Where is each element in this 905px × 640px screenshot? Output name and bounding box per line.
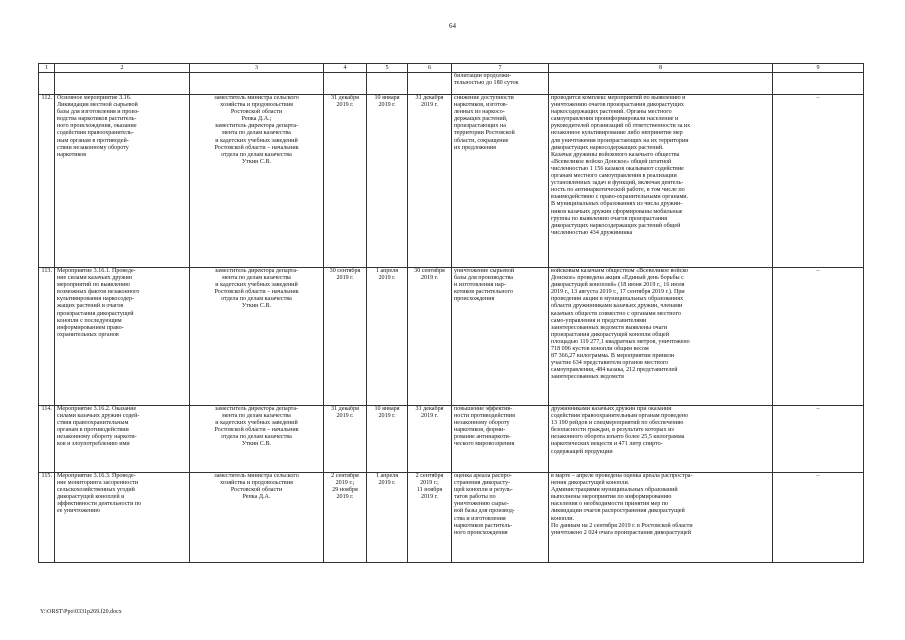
text-line: 2019 г.	[378, 275, 396, 282]
column-number-row	[39, 64, 864, 73]
text-line: выполнены мероприятия по информированию	[551, 494, 672, 501]
text-line: Ростовской области – начальник	[214, 289, 299, 296]
planned-end-date-cell	[324, 95, 367, 268]
text-line: Ростовской области	[230, 487, 283, 494]
text-line: мента по делам казачества	[222, 275, 291, 282]
text-line: дикорастущей коноплей» (18 июня 2019 г., 16 июля	[551, 282, 685, 289]
text-line: безопасности граждан, в результате которых из	[551, 427, 674, 434]
text-line: уничтожено 2 024 очага произрастания дикорастущей	[551, 529, 691, 536]
text-line: 1 апреля	[375, 268, 399, 274]
text-line: Мероприятие 3.16.2. Оказание	[57, 406, 137, 412]
text-line: Ростовской области – начальник	[214, 144, 299, 151]
report-table-body	[39, 64, 864, 563]
text-line: Администрациями муниципальных образований	[551, 487, 678, 494]
cell	[55, 73, 190, 95]
table-row	[39, 268, 864, 406]
actual-end-date-cell	[408, 268, 452, 406]
report-table	[38, 63, 864, 563]
text-line: ного происхождения	[454, 529, 508, 536]
text-line: заместитель министра сельского	[214, 473, 299, 479]
file-path-footer: Y:\ORST\Ppo\0331p269.f20.docx	[40, 609, 122, 615]
text-line: конопли.	[551, 515, 575, 522]
text-line: области, сокращение	[454, 137, 509, 144]
text-line: численностью 1 156 казаков оказывают содействие	[551, 165, 684, 172]
text-line: 2 сентября	[331, 473, 359, 479]
text-line: 10 января	[374, 406, 400, 412]
text-line: 718 096 кустов конопли общим весом	[551, 346, 649, 353]
row-number-cell: 114.	[39, 406, 55, 473]
text-line: 11 ноября	[416, 487, 443, 494]
text-line: содержащей продукции	[551, 448, 613, 455]
text-line: ленных из наркосо-	[454, 109, 505, 116]
text-line: самоуправления, 484 казака, 212 представителей	[551, 367, 678, 374]
text-line: Ростовской области – начальник	[214, 427, 299, 434]
text-line: содействия правоохранитель-	[57, 130, 134, 137]
page-number: 64	[449, 22, 456, 30]
text-line: эффективности деятельности по	[57, 501, 142, 508]
actual-end-date-cell	[408, 95, 452, 268]
text-line: охранительных органов	[57, 331, 119, 338]
text-line: ее уничтожению	[57, 508, 100, 515]
text-line: отдела по делам казачества	[221, 434, 292, 441]
text-line: дикорастущих наркосодержащих растений общей	[551, 222, 681, 229]
text-line: культивирования наркосодер-	[57, 296, 135, 303]
text-line: в марте – апреле проведена оценка ареала распростра-	[551, 473, 693, 479]
notes-cell: –	[773, 473, 864, 563]
expected-result-cell	[452, 268, 549, 406]
notes-cell: –	[773, 406, 864, 473]
text-line: наркотиков, форми-	[454, 427, 506, 434]
notes-cell: –	[773, 268, 864, 406]
text-line: произрастания дикорастущей конопли общей	[551, 331, 669, 338]
row-number-cell: 113.	[39, 268, 55, 406]
text-line: наркотиков раститель-	[454, 522, 513, 529]
cell	[39, 73, 55, 95]
text-line: содействия правоохранительным органам проведено	[551, 413, 689, 420]
row-number-cell: 112.	[39, 95, 55, 268]
text-line: Репка Д.А.;	[241, 116, 272, 123]
column-number: 5	[367, 64, 408, 73]
text-line: 2019 г.	[378, 102, 396, 109]
text-line: заинтересованных ведомств выявлены очаги	[551, 324, 668, 331]
column-number: 8	[549, 64, 773, 73]
responsible-executor-cell	[190, 268, 324, 406]
text-line: 31 декабря	[415, 95, 444, 101]
text-line: руководителей организаций об ответственности за их	[551, 123, 691, 130]
text-line: Ликвидация местной сырьевой	[57, 102, 138, 109]
text-line: произрастания дикорастущей	[57, 310, 134, 317]
continuation-result-cell	[452, 73, 549, 95]
text-line: 2019 г.	[420, 413, 439, 420]
text-line: ным органам в противодей-	[57, 137, 129, 144]
text-line: 87 366,27 килограмма. В мероприятии приняли	[551, 353, 675, 360]
expected-result-cell	[452, 95, 549, 268]
text-line: установленных задач и функций, включая деятель-	[551, 180, 684, 187]
actual-start-date-cell	[367, 406, 408, 473]
text-line: и кадетских учебных заведений	[215, 282, 298, 289]
text-line: заинтересованных ведомств	[551, 374, 624, 381]
text-line: для уничтожения произрастающих на их территории	[551, 137, 689, 144]
achieved-result-cell	[549, 406, 773, 473]
table-row	[39, 406, 864, 473]
text-line: билитации продолжи-	[454, 73, 512, 79]
text-line: щей конопли и резуль-	[454, 487, 513, 494]
column-number: 7	[452, 64, 549, 73]
text-line: 2019 г.;	[420, 480, 439, 487]
text-line: уничтожению сырье-	[454, 501, 509, 508]
column-number: 3	[190, 64, 324, 73]
text-line: Ростовской области	[230, 109, 283, 116]
responsible-executor-cell	[190, 473, 324, 563]
text-line: ствии незаконному обороту	[57, 144, 129, 151]
text-line: области дружинниками казачьих дружин, членами	[551, 303, 683, 310]
text-line: Мероприятие 3.16.1. Проведе-	[57, 268, 136, 274]
text-line: 2019 г.	[336, 102, 354, 109]
column-number: 4	[324, 64, 367, 73]
text-line: наркотиков, изготов-	[454, 102, 508, 109]
text-line: странения дикорасту-	[454, 480, 511, 487]
responsible-executor-cell	[190, 406, 324, 473]
row-number-cell: 115.	[39, 473, 55, 563]
text-line: 2019 г., 13 августа 2019 г., 17 сентября 2019 г.). При	[551, 289, 685, 296]
text-line: Казачьи дружины войскового казачьего общества	[551, 151, 680, 158]
text-line: группы по выявлению очагов произрастания	[551, 215, 668, 222]
text-line: отдела по делам казачества	[221, 151, 292, 158]
text-line: ствия правоохранительным	[57, 420, 129, 427]
text-line: ние силами казачьих дружин	[57, 275, 132, 282]
cell	[190, 73, 324, 95]
notes-cell: –	[773, 95, 864, 268]
text-line: силами казачьих дружин содей-	[57, 413, 140, 420]
text-line: незаконному обороту	[454, 420, 510, 427]
text-line: 2019 г.;	[335, 480, 355, 487]
text-line: конопли с последующим	[57, 317, 122, 324]
column-number: 2	[55, 64, 190, 73]
text-line: дикорастущей коноплей и	[57, 494, 125, 501]
planned-end-date-cell	[324, 406, 367, 473]
text-line: 10 января	[374, 95, 400, 101]
text-line: территории Ростовской	[454, 130, 515, 137]
text-line: ности противодействия	[454, 413, 515, 420]
text-line: уничтожение сырьевой	[454, 268, 515, 274]
text-line: наркотических веществ и 471 литр спирто-	[551, 441, 663, 448]
text-line: 2 сентября	[415, 473, 444, 479]
text-line: хозяйства и продовольствия	[220, 480, 293, 487]
text-line: 2019 г.	[378, 413, 396, 420]
text-line: уничтожению очагов произрастания дикорастущих	[551, 102, 684, 109]
text-line: численностью 434 дружинника	[551, 229, 633, 236]
text-line: незаконному обороту наркоти-	[57, 434, 137, 441]
text-line: 2019 г.	[336, 275, 354, 282]
text-line: информированием право-	[57, 324, 124, 331]
text-line: 31 декабря	[415, 406, 444, 412]
text-line: взаимодействию с право-охранительными органами.	[551, 194, 689, 201]
text-line: Донское» проведена акция «Единый день борьбы с	[551, 275, 684, 282]
text-line: населения о необходимости принятия мер по	[551, 501, 669, 508]
text-line: площадью 119 277,1 квадратных метров, уничтожено	[551, 338, 690, 345]
text-line: заместитель директора департа-	[214, 123, 299, 130]
cell	[324, 73, 367, 95]
text-line: 2019 г.	[378, 480, 396, 487]
text-line: водства наркотиков раститель-	[57, 116, 137, 123]
achieved-result-cell	[549, 95, 773, 268]
expected-result-cell	[452, 473, 549, 563]
text-line: тельностью до 180 суток	[454, 80, 519, 87]
column-number: 1	[39, 64, 55, 73]
achieved-result-cell	[549, 268, 773, 406]
text-line: возможных фактов незаконного	[57, 289, 140, 296]
text-line: Уткин С.В.	[241, 441, 272, 448]
text-line: хозяйства и продовольствия	[220, 102, 293, 109]
cell	[408, 73, 452, 95]
text-line: ства и изготовления	[454, 515, 506, 522]
text-line: Уткин С.В.	[241, 158, 272, 165]
actual-start-date-cell	[367, 95, 408, 268]
text-line: базы для изготовления и произ-	[57, 109, 140, 116]
text-line: сельскохозяйственных угодий	[57, 487, 135, 494]
text-line: Уткин С.В.	[241, 303, 272, 310]
text-line: Основное мероприятие 3.16.	[57, 95, 132, 101]
text-line: 2019 г.	[336, 413, 354, 420]
actual-start-date-cell	[367, 268, 408, 406]
text-line: оценка ареала распро-	[454, 473, 512, 479]
cell	[367, 73, 408, 95]
text-line: снижение доступности	[454, 95, 514, 101]
text-line: повышение эффектив-	[454, 406, 513, 412]
text-line: и изготовления нар-	[454, 282, 506, 289]
text-line: наркотиков	[57, 151, 87, 158]
text-line: незаконное культивирование либо непринятие мер	[551, 130, 683, 137]
text-line: самоуправления проинформировали население и	[551, 116, 679, 123]
text-line: проводится комплекс мероприятий по выявлению и	[551, 95, 686, 101]
text-line: По данным на 2 сентября 2019 г. в Ростовской области	[551, 522, 693, 529]
table-row	[39, 473, 864, 563]
text-line: нения дикорастущей конопли.	[551, 480, 630, 487]
text-line: отдела по делам казачества	[221, 296, 292, 303]
text-line: 2019 г.	[336, 494, 354, 501]
text-line: В муниципальных образованиях из числа дружин-	[551, 201, 683, 208]
activity-name-cell	[55, 406, 190, 473]
text-line: органам в противодействии	[57, 427, 129, 434]
text-line: заместитель директора департа-	[214, 268, 299, 274]
text-line: вой базы для производ-	[454, 508, 515, 515]
text-line: органам местного самоуправления в реализации	[551, 173, 677, 180]
text-line: 29 ноября	[332, 487, 358, 494]
text-line: котиков растительного	[454, 289, 513, 296]
text-line: Мероприятие 3.16.3. Проведе-	[57, 473, 136, 479]
expected-result-cell	[452, 406, 549, 473]
text-line: 13 190 рейдов и спецмероприятий по обеспечению	[551, 420, 684, 427]
text-line: мероприятий по выявлению	[57, 282, 130, 289]
text-line: мента по делам казачества	[222, 130, 291, 137]
text-line: 30 сентября	[329, 268, 361, 274]
text-line: 1 апреля	[375, 473, 399, 479]
activity-name-cell	[55, 268, 190, 406]
text-line: 2019 г.	[420, 102, 439, 109]
text-line: ного происхождения, оказание	[57, 123, 137, 130]
text-line: наркосодержащих растений. Органы местного	[551, 109, 672, 116]
text-line: войсковым казачьим обществом «Всевеликое войско	[551, 268, 689, 274]
text-line: рование антинаркоти-	[454, 434, 511, 441]
text-line: 2019 г.	[420, 494, 439, 501]
text-line: и кадетских учебных заведений	[215, 137, 298, 144]
planned-end-date-cell	[324, 268, 367, 406]
text-line: жащих растений и очагов	[57, 303, 124, 310]
text-line: проведении акции в муниципальных образованиях	[551, 296, 684, 303]
text-line: ликвидации очагов распространения дикорастущей	[551, 508, 685, 515]
text-line: заместитель министра сельского	[214, 95, 299, 101]
planned-end-date-cell	[324, 473, 367, 563]
text-line: ков и злоупотреблению ими	[57, 441, 130, 448]
text-line: незаконного оборота изъято более 25,5 килограмма	[551, 434, 685, 441]
activity-name-cell	[55, 95, 190, 268]
text-line: само-управления и представителями	[551, 317, 647, 324]
text-line: «Всевеликое войско Донское» общей штатной	[551, 158, 672, 165]
text-line: ность по антинаркотической работе, в том числе по	[551, 187, 685, 194]
column-number: 6	[408, 64, 452, 73]
text-line: ние мониторинга засоренности	[57, 480, 139, 487]
actual-end-date-cell	[408, 473, 452, 563]
continuation-row	[39, 73, 864, 95]
text-line: дикорастущих наркосодержащих растений.	[551, 144, 664, 151]
text-line: 31 декабря	[331, 406, 359, 412]
text-line: ников казачьих дружин сформированы мобильные	[551, 208, 683, 215]
actual-end-date-cell	[408, 406, 452, 473]
responsible-executor-cell	[190, 95, 324, 268]
text-line: базы для производства	[454, 275, 513, 282]
cell	[773, 73, 864, 95]
column-number: 9	[773, 64, 864, 73]
text-line: Репка Д.А.	[242, 494, 271, 501]
text-line: татов работы по	[454, 494, 496, 501]
text-line: ческого мировоззрения	[454, 441, 515, 448]
text-line: казачьих обществ совместно с органами местного	[551, 310, 681, 317]
text-line: происхождения	[454, 296, 495, 303]
activity-name-cell	[55, 473, 190, 563]
text-line: заместитель директора департа-	[214, 406, 299, 412]
text-line: и кадетских учебных заведений	[215, 420, 298, 427]
text-line: мента по делам казачества	[222, 413, 291, 420]
actual-start-date-cell	[367, 473, 408, 563]
table-row	[39, 95, 864, 268]
text-line: их предложения	[454, 144, 496, 151]
text-line: участие 634 представителя органов местного	[551, 360, 669, 367]
text-line: дружинниками казачьих дружин при оказании	[551, 406, 672, 412]
text-line: 30 сентября	[414, 268, 445, 274]
text-line: 2019 г.	[420, 275, 439, 282]
achieved-result-cell	[549, 473, 773, 563]
text-line: произрастающих на	[454, 123, 506, 130]
text-line: держащих растений,	[454, 116, 508, 123]
text-line: 31 декабря	[331, 95, 359, 101]
cell	[549, 73, 773, 95]
